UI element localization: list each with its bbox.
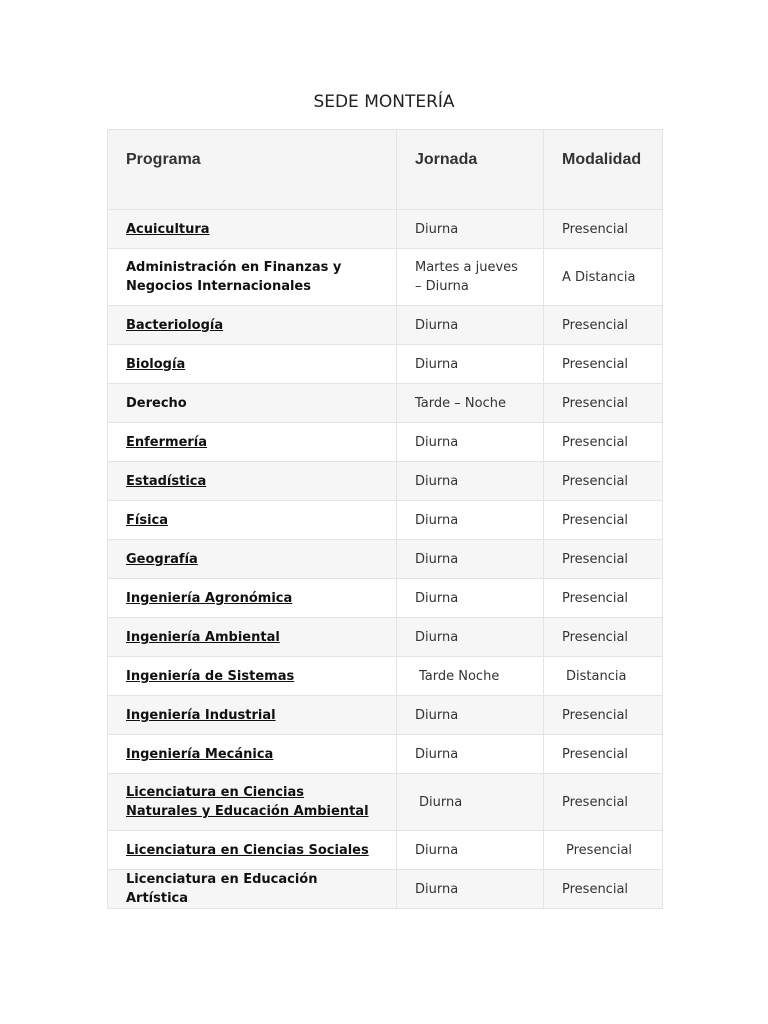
program-link[interactable]: Enfermería [126,434,208,450]
jornada-cell [397,540,544,579]
jornada-value: Diurna [415,590,459,606]
jornada-cell [397,306,544,345]
program-link[interactable]: Licenciatura en Ciencias Sociales [126,842,369,858]
modalidad-cell [544,345,663,384]
table-row [108,774,663,831]
table-row [108,696,663,735]
table-row [108,501,663,540]
program-link[interactable]: Física [126,512,169,528]
program-link[interactable]: Acuicultura [126,221,210,237]
table-row [108,384,663,423]
program-cell[interactable] [108,774,397,831]
modalidad-value: Presencial [562,629,629,645]
program-link[interactable]: Ingeniería Industrial [126,707,276,723]
table-row [108,345,663,384]
jornada-value: Diurna [415,434,459,450]
program-cell[interactable] [108,618,397,657]
modalidad-value: Presencial [562,512,629,528]
modalidad-cell [544,657,663,696]
modalidad-cell [544,774,663,831]
modalidad-cell [544,501,663,540]
modalidad-value: Presencial [562,356,629,372]
modalidad-value: Presencial [562,590,629,606]
modalidad-cell [544,423,663,462]
program-cell [108,870,397,909]
spacer-cell [397,189,544,210]
jornada-cell [397,870,544,909]
modalidad-cell [544,696,663,735]
table-row [108,249,663,306]
program-cell[interactable] [108,210,397,249]
jornada-cell [397,618,544,657]
modalidad-cell [544,249,663,306]
program-link[interactable]: Ingeniería Mecánica [126,746,274,762]
program-cell[interactable] [108,579,397,618]
program-cell[interactable] [108,696,397,735]
jornada-cell [397,831,544,870]
modalidad-value: Presencial [562,794,629,810]
table-row [108,306,663,345]
jornada-cell [397,579,544,618]
modalidad-cell [544,384,663,423]
modalidad-cell [544,579,663,618]
program-cell[interactable] [108,501,397,540]
program-cell[interactable] [108,345,397,384]
table-header [108,130,663,190]
modalidad-cell [544,462,663,501]
modalidad-value: Presencial [566,842,633,858]
jornada-cell [397,501,544,540]
table-row [108,618,663,657]
jornada-value: Diurna [415,317,459,333]
jornada-value: Diurna [415,221,459,237]
modalidad-value: Presencial [562,221,629,237]
modalidad-value: Presencial [562,317,629,333]
table-row [108,423,663,462]
program-link[interactable]: Ingeniería Ambiental [126,629,280,645]
jornada-value: Diurna [415,473,459,489]
table-row [108,540,663,579]
jornada-cell [397,657,544,696]
jornada-cell [397,249,544,306]
jornada-value: Tarde – Noche [415,395,506,411]
modalidad-value: Presencial [562,434,629,450]
jornada-value: Tarde Noche [419,668,500,684]
modalidad-value: Presencial [562,395,629,411]
modalidad-cell [544,831,663,870]
table-row [108,735,663,774]
table-row [108,210,663,249]
program-cell[interactable] [108,462,397,501]
table-row [108,462,663,501]
program-name: Administración en Finanzas y Negocios Internacionales [126,260,342,294]
program-cell [108,384,397,423]
jornada-cell [397,774,544,831]
program-name: Derecho [126,395,187,411]
jornada-value: Martes a jueves – Diurna [415,260,518,294]
modalidad-cell [544,306,663,345]
table-body [108,189,663,909]
spacer-cell [544,189,663,210]
jornada-cell [397,384,544,423]
modalidad-value: Presencial [562,551,629,567]
program-name: Licenciatura en Educación Artística [126,872,318,906]
program-cell[interactable] [108,306,397,345]
jornada-cell [397,423,544,462]
modalidad-value: A Distancia [562,269,636,285]
program-cell[interactable] [108,657,397,696]
table-spacer-row [108,189,663,210]
modalidad-value: Presencial [562,473,629,489]
programs-table-container [107,129,662,909]
jornada-value: Diurna [415,551,459,567]
jornada-cell [397,345,544,384]
jornada-cell [397,210,544,249]
jornada-cell [397,462,544,501]
jornada-value: Diurna [415,842,459,858]
column-header-modalidad: Modalidad [544,130,663,190]
program-cell[interactable] [108,423,397,462]
table-row [108,870,663,909]
table-row [108,579,663,618]
modalidad-value: Presencial [562,881,629,897]
program-link[interactable]: Ingeniería de Sistemas [126,668,295,684]
column-header-programa: Programa [108,130,397,190]
programs-table [107,129,663,909]
program-cell[interactable] [108,735,397,774]
program-link[interactable]: Bacteriología [126,317,224,333]
program-cell [108,249,397,306]
modalidad-value: Distancia [566,668,627,684]
program-link[interactable]: Estadística [126,473,207,489]
jornada-value: Diurna [415,707,459,723]
table-header-row [108,130,663,190]
program-cell[interactable] [108,540,397,579]
spacer-cell [108,189,397,210]
jornada-value: Diurna [415,629,459,645]
modalidad-value: Presencial [562,707,629,723]
jornada-cell [397,735,544,774]
modalidad-cell [544,210,663,249]
program-link[interactable]: Geografía [126,551,198,567]
table-row [108,831,663,870]
program-link[interactable]: Licenciatura en Ciencias Naturales y Educación Ambiental [126,785,369,819]
jornada-cell [397,696,544,735]
modalidad-cell [544,735,663,774]
page-title: SEDE MONTERÍA [313,92,455,112]
modalidad-cell [544,618,663,657]
modalidad-cell [544,540,663,579]
program-cell[interactable] [108,831,397,870]
program-link[interactable]: Ingeniería Agronómica [126,590,293,606]
table-row [108,657,663,696]
modalidad-cell [544,870,663,909]
jornada-value: Diurna [415,746,459,762]
modalidad-value: Presencial [562,746,629,762]
column-header-jornada: Jornada [397,130,544,190]
jornada-value: Diurna [415,356,459,372]
jornada-value: Diurna [419,794,463,810]
jornada-value: Diurna [415,512,459,528]
program-link[interactable]: Biología [126,356,186,372]
jornada-value: Diurna [415,881,459,897]
